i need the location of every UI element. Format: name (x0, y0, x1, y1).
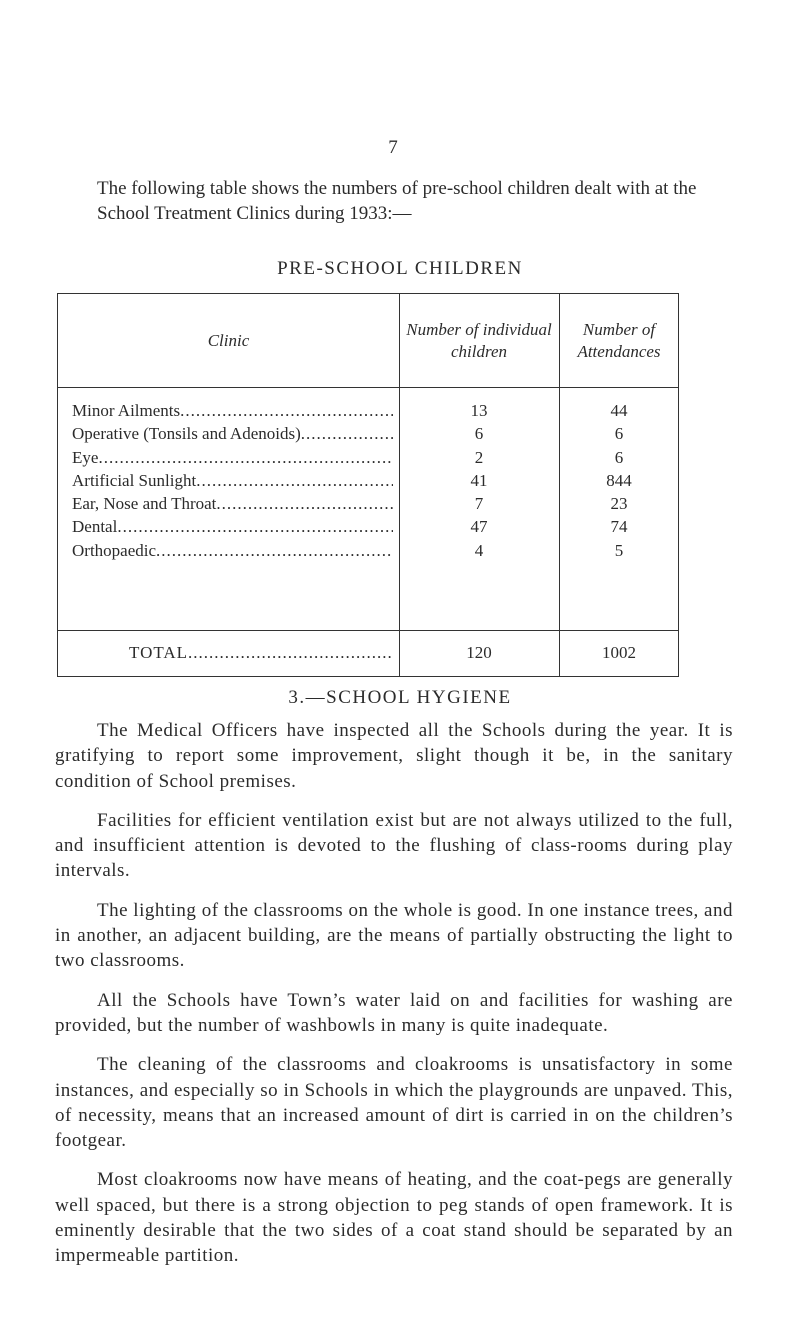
row-individual: 6 (474, 424, 484, 444)
row-individual: 41 (470, 470, 488, 490)
total-label: TOTAL ..... (129, 640, 391, 666)
header-attendances: Number of Attendances (577, 319, 661, 361)
section-heading: 3.—SCHOOL HYGIENE (288, 687, 512, 708)
intro-text: The following table shows the numbers of pre-school children dealt with at the School Treatment Clinics during 1933:— (97, 178, 697, 224)
clinic-table (57, 293, 679, 677)
row-clinic: Dental ..... (72, 515, 393, 538)
row-individual: 7 (474, 494, 484, 514)
row-clinic: Minor Ailments ..... (72, 399, 393, 422)
page-number: 7 (388, 137, 398, 158)
paragraph: Most cloakrooms now have means of heating, and the coat-pegs are generally well spaced, but there is a strong objection to peg stands of open framework. It is eminently desirable that the two sides of a coat stand should be separated by an impermeable partition. (55, 1169, 733, 1267)
row-clinic: Operative (Tonsils and Adenoids) ..... (72, 422, 393, 445)
row-attendances: 6 (614, 447, 624, 467)
row-clinic: Ear, Nose and Throat ..... (72, 492, 393, 515)
header-divider (58, 387, 678, 388)
row-attendances: 844 (606, 470, 632, 490)
row-clinic: Artificial Sunlight ..... (72, 469, 393, 492)
table-row (58, 539, 680, 562)
header-individual-children: Number of individual children (406, 319, 552, 361)
row-attendances: 74 (610, 517, 628, 537)
total-attendances: 1002 (602, 643, 636, 662)
table-body (58, 399, 680, 562)
paragraph: The lighting of the classrooms on the whole is good. In one instance trees, and in another, an adjacent building, are the means of partially obstructing the light to two classrooms. (55, 899, 733, 972)
table-title: PRE-SCHOOL CHILDREN (277, 258, 523, 279)
row-clinic: Eye ..... (72, 446, 393, 469)
paragraph: Facilities for efficient ventilation exist but are not always utilized to the full, and insufficient attention is devoted to the flushing of class-rooms during play intervals. (55, 809, 733, 882)
row-individual: 47 (470, 517, 488, 537)
row-individual: 13 (470, 401, 488, 420)
paragraph: The cleaning of the classrooms and cloakrooms is unsatisfactory in some instances, and especially so in Schools in which the playgrounds are unpaved. This, of necessity, means that an increased amount of dirt is carried in on the children’s footgear. (55, 1054, 733, 1152)
row-clinic: Orthopaedic ..... (72, 539, 393, 562)
total-divider (58, 630, 678, 631)
row-attendances: 44 (610, 401, 628, 420)
table-row (58, 492, 680, 515)
table-row (58, 469, 680, 492)
row-attendances: 5 (614, 540, 624, 560)
row-attendances: 6 (614, 424, 624, 444)
row-individual: 2 (474, 447, 484, 467)
total-row (58, 640, 680, 666)
header-clinic: Clinic (207, 330, 250, 350)
table-row (58, 515, 680, 538)
row-attendances: 23 (610, 494, 628, 514)
total-individual: 120 (466, 643, 492, 662)
table-row (58, 399, 680, 422)
row-individual: 4 (474, 540, 484, 560)
table-row (58, 422, 680, 445)
paragraph: The Medical Officers have inspected all the Schools during the year. It is gratifying to report some improvement, slight though it be, in the sanitary condition of School premises. (55, 720, 733, 792)
body-text (55, 718, 733, 1283)
paragraph: All the Schools have Town’s water laid on and facilities for washing are provided, but the number of washbowls in many is quite inadequate. (55, 989, 733, 1036)
table-row (58, 446, 680, 469)
